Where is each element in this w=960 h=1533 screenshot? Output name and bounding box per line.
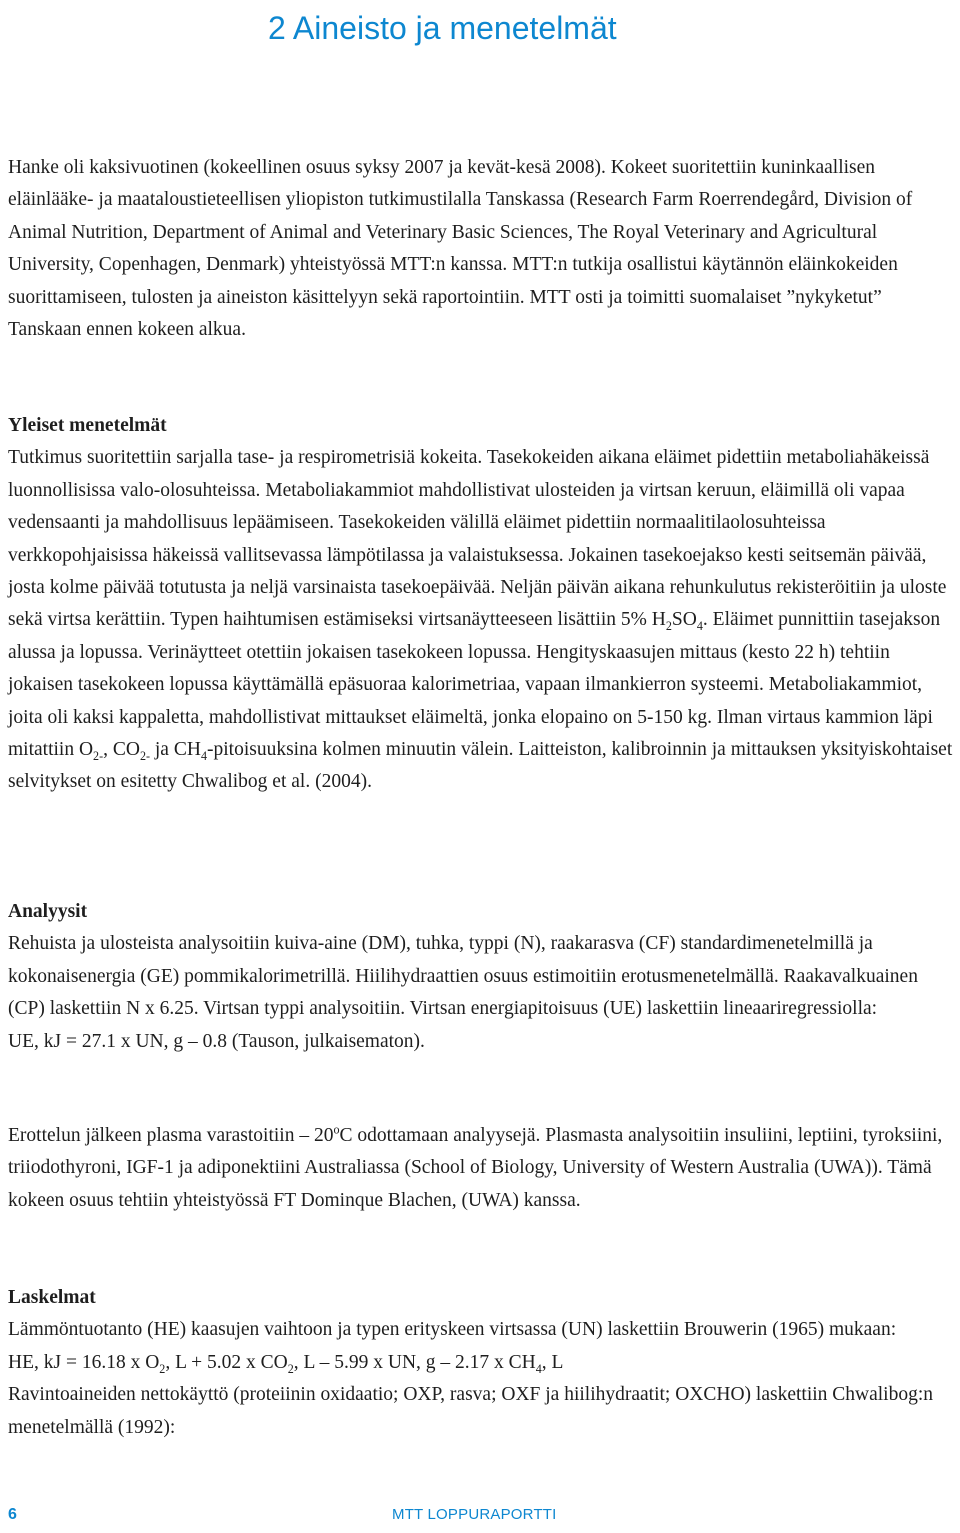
subscript: 4 <box>696 619 703 634</box>
calculations-title: Laskelmat <box>8 1287 96 1308</box>
subscript: 2- <box>93 748 104 763</box>
plasma-text: Erottelun jälkeen plasma varastoitiin – 20 <box>8 1125 334 1146</box>
subscript: 2 <box>665 619 672 634</box>
subscript: 4 <box>200 748 207 763</box>
methods-section <box>8 410 958 799</box>
methods-text: ja CH <box>150 739 201 761</box>
formula-text: , L – 5.99 x UN, g – 2.17 x CH <box>293 1351 536 1373</box>
calculations-tail: Ravintoaineiden nettokäyttö (proteiinin oxidaatio; OXP, rasva; OXF ja hiilihydraatit; OXCHO) laskettiin Chwalibog:n menetelmällä (1992): <box>8 1384 934 1438</box>
formula-text: HE, kJ = 16.18 x O <box>8 1351 160 1373</box>
methods-text: . Eläimet punnittiin tasejakson alussa ja lopussa. Verinäytteet otettiin jokaisen tasekokeen lopussa. Hengityskaasujen mittaus (kesto 22 h) tehtiin jokaisen tasekokeen lopussa käyttämällä epäsuoraa kalorimetriaa, vapaan ilmankierron systeemi. Metaboliakammiot, joita oli kaksi kappaletta, mahdollistivat mittaukset eläimeltä, jonka elopaino on 5-150 kg. Ilman virtaus kammion läpi mitattiin O <box>8 609 941 761</box>
analyses-section <box>8 896 958 1058</box>
methods-text: , CO <box>103 739 140 761</box>
methods-title: Yleiset menetelmät <box>8 415 167 436</box>
methods-text: Tutkimus suoritettiin sarjalla tase- ja respirometrisiä kokeita. Tasekokeiden aikana eläimet pidettiin metaboliahäkeissä luonnollisissa valo-olosuhteissa. Metaboliakammiot mahdollistivat ulosteiden ja virtsan keruun, eläimillä oli vapaa vedensaanti ja mahdollisuus lepäämiseen. Tasekokeiden välillä eläimet pidettiin normaalitilaolosuhteissa verkkopohjaisissa häkeissä vallitsevassa lämpötilassa ja valaistuksessa. Jokainen tasekoejakso kesti seitsemän päivää, josta kolme päivää totutusta ja neljä varsinaista tasekoepäivää. Neljän päivän aikana rehunkulutus rekisteröitiin ja uloste sekä virtsa kerättiin. Typen haihtumisen estämiseksi virtsanäytteeseen lisättiin 5% H <box>8 447 947 631</box>
page-title: 2 Aineisto ja menetelmät <box>268 10 617 46</box>
plasma-text: C odottamaan analyysejä. Plasmasta analysoitiin insuliini, leptiini, tyroksiini, triiodothyroni, IGF-1 ja adiponektiini Australiassa (School of Biology, University of Western Australia (UWA)). Tämä kokeen osuus tehtiin yhteistyössä FT Dominque Blachen, (UWA) kanssa. <box>8 1125 943 1211</box>
analyses-title: Analyysit <box>8 901 88 922</box>
subscript: 2 <box>159 1361 166 1376</box>
subscript: 4 <box>535 1361 542 1376</box>
formula-text: , L <box>541 1351 564 1373</box>
subscript: 2 <box>287 1361 294 1376</box>
methods-text: SO <box>671 609 697 631</box>
superscript: o <box>333 1122 340 1137</box>
formula-text: , L + 5.02 x CO <box>165 1351 288 1373</box>
calculations-text: Lämmöntuotanto (HE) kaasujen vaihtoon ja typen erityskeen virtsassa (UN) laskettiin Brouwerin (1965) mukaan: <box>8 1319 897 1341</box>
methods-text: -pitoisuuksina kolmen minuutin välein. Laitteiston, kalibroinnin ja mittauksen yksityiskohtaiset selvitykset on esitetty Chwalibog et al. (2004). <box>8 739 953 793</box>
subscript: 2- <box>139 748 151 763</box>
page-number: 6 <box>8 1506 17 1523</box>
intro-paragraph: Hanke oli kaksivuotinen (kokeellinen osuus syksy 2007 ja kevät-kesä 2008). Kokeet suoritettiin kuninkaallisen eläinlääke- ja maataloustieteellisen yliopiston tutkimustilalla Tanskassa (Research Farm Roerrendegård, Division of Animal Nutrition, Department of Animal and Veterinary Basic Sciences, The Royal Veterinary and Agricultural University, Copenhagen, Denmark) yhteistyössä MTT:n kanssa. MTT:n tutkija osallistui käytännön eläinkokeiden suorittamiseen, tulosten ja aineiston käsittelyyn sekä raportointiin. MTT osti ja toimitti suomalaiset ”nykyketut” Tanskaan ennen kokeen alkua. <box>8 157 913 341</box>
calculations-section <box>8 1282 958 1444</box>
analyses-text: Rehuista ja ulosteista analysoitiin kuiva-aine (DM), tuhka, typpi (N), raakarasva (CF) standardimenetelmillä ja kokonaisenergia (GE) pommikalorimetrillä. Hiilihydraattien osuus estimoitiin erotusmenetelmällä. Raakavalkuainen (CP) laskettiin N x 6.25. Virtsan typpi analysoitiin. Virtsan energiapitoisuus (UE) laskettiin lineaariregressiolla: <box>8 933 918 1020</box>
analyses-formula: UE, kJ = 27.1 x UN, g – 0.8 (Tauson, julkaisematon). <box>8 1030 425 1052</box>
footer-title: MTT LOPPURAPORTTI <box>392 1506 557 1523</box>
plasma-paragraph <box>8 1120 958 1217</box>
